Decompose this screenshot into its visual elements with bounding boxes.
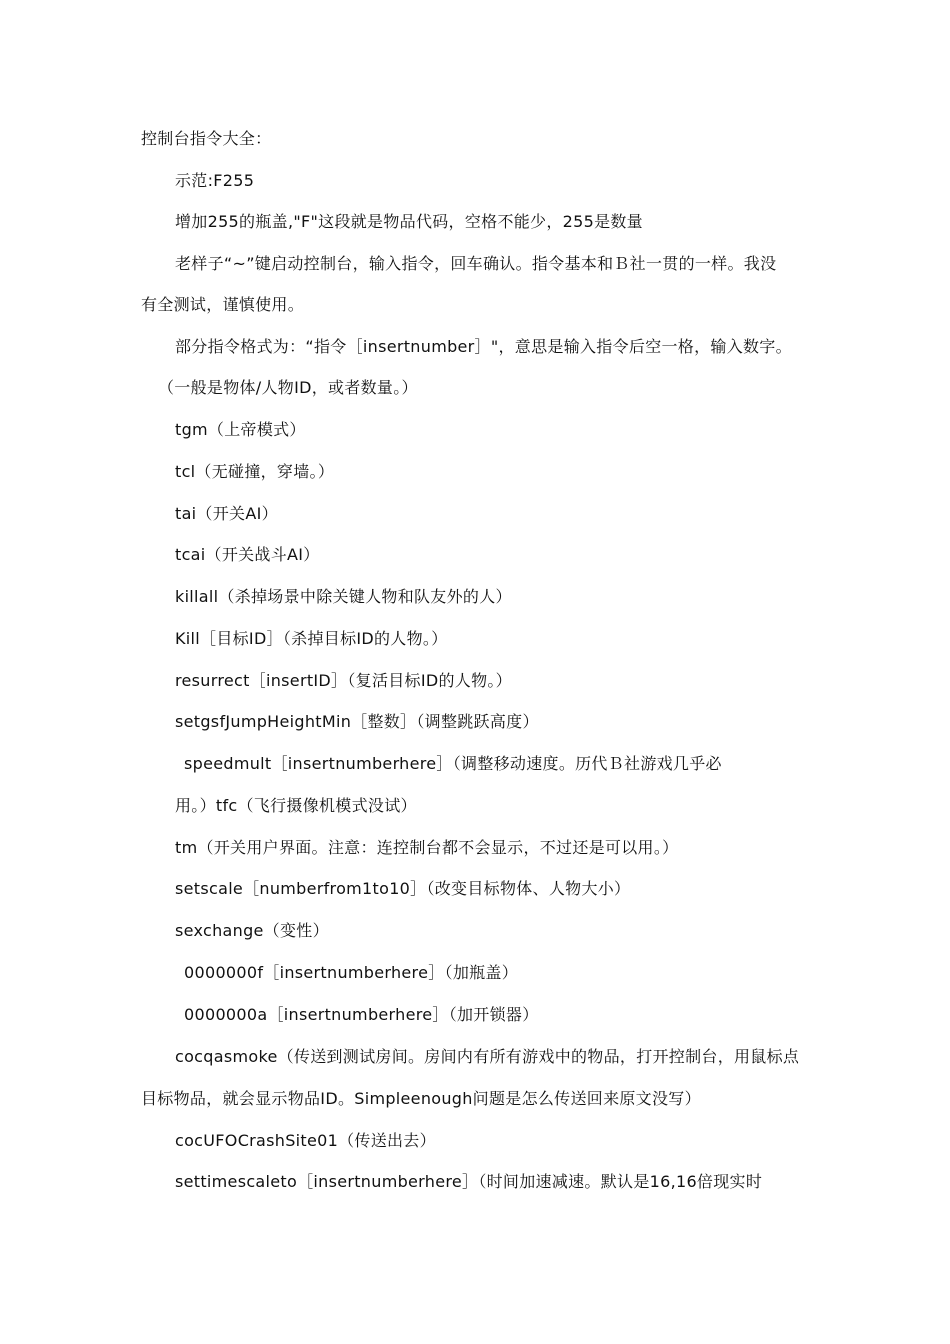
command-line: resurrect［insertID］（复活目标ID的人物。） [175,671,512,690]
command-line: tgm（上帝模式） [175,420,306,439]
command-line: cocUFOCrashSite01（传送出去） [175,1131,436,1150]
command-line: speedmult［insertnumberhere］（调整移动速度。历代Ｂ社游戏几乎必 [184,754,722,773]
text-line: 有全测试，谨慎使用。 [141,295,305,314]
text-line: 老样子“~”键启动控制台，输入指令，回车确认。指令基本和Ｂ社一贯的一样。我没 [175,254,777,273]
command-line: settimescaleto［insertnumberhere］（时间加速减速。默认是16,16倍现实时 [175,1172,763,1191]
command-line: tcl（无碰撞，穿墙。） [175,462,335,481]
command-line: cocqasmoke（传送到测试房间。房间内有所有游戏中的物品，打开控制台，用鼠标点 [175,1047,800,1066]
text-line: 增加255的瓶盖,"F"这段就是物品代码，空格不能少，255是数量 [175,212,643,231]
command-line: killall（杀掉场景中除关键人物和队友外的人） [175,587,512,606]
text-line: （一般是物体/人物ID，或者数量。） [158,378,418,397]
command-line: 用。）tfc（飞行摄像机模式没试） [175,796,417,815]
command-line: Kill［目标ID］（杀掉目标ID的人物。） [175,629,448,648]
command-line: 0000000f［insertnumberhere］（加瓶盖） [184,963,519,982]
command-line: setscale［numberfrom1to10］（改变目标物体、人物大小） [175,879,631,898]
command-line: sexchange（变性） [175,921,329,940]
command-line: 目标物品，就会显示物品ID。Simpleenough问题是怎么传送回来原文没写） [141,1089,701,1108]
command-line: tm（开关用户界面。注意：连控制台都不会显示，不过还是可以用。） [175,838,679,857]
document-title: 控制台指令大全： [141,129,272,148]
text-line: 部分指令格式为：“指令［insertnumber］"，意思是输入指令后空一格，输入数字。 [175,337,792,356]
text-line: 示范:F255 [175,171,255,190]
command-line: setgsfJumpHeightMin［整数］（调整跳跃高度） [175,712,539,731]
command-line: tai（开关AI） [175,504,278,523]
command-line: 0000000a［insertnumberhere］（加开锁器） [184,1005,539,1024]
command-line: tcai（开关战斗AI） [175,545,320,564]
